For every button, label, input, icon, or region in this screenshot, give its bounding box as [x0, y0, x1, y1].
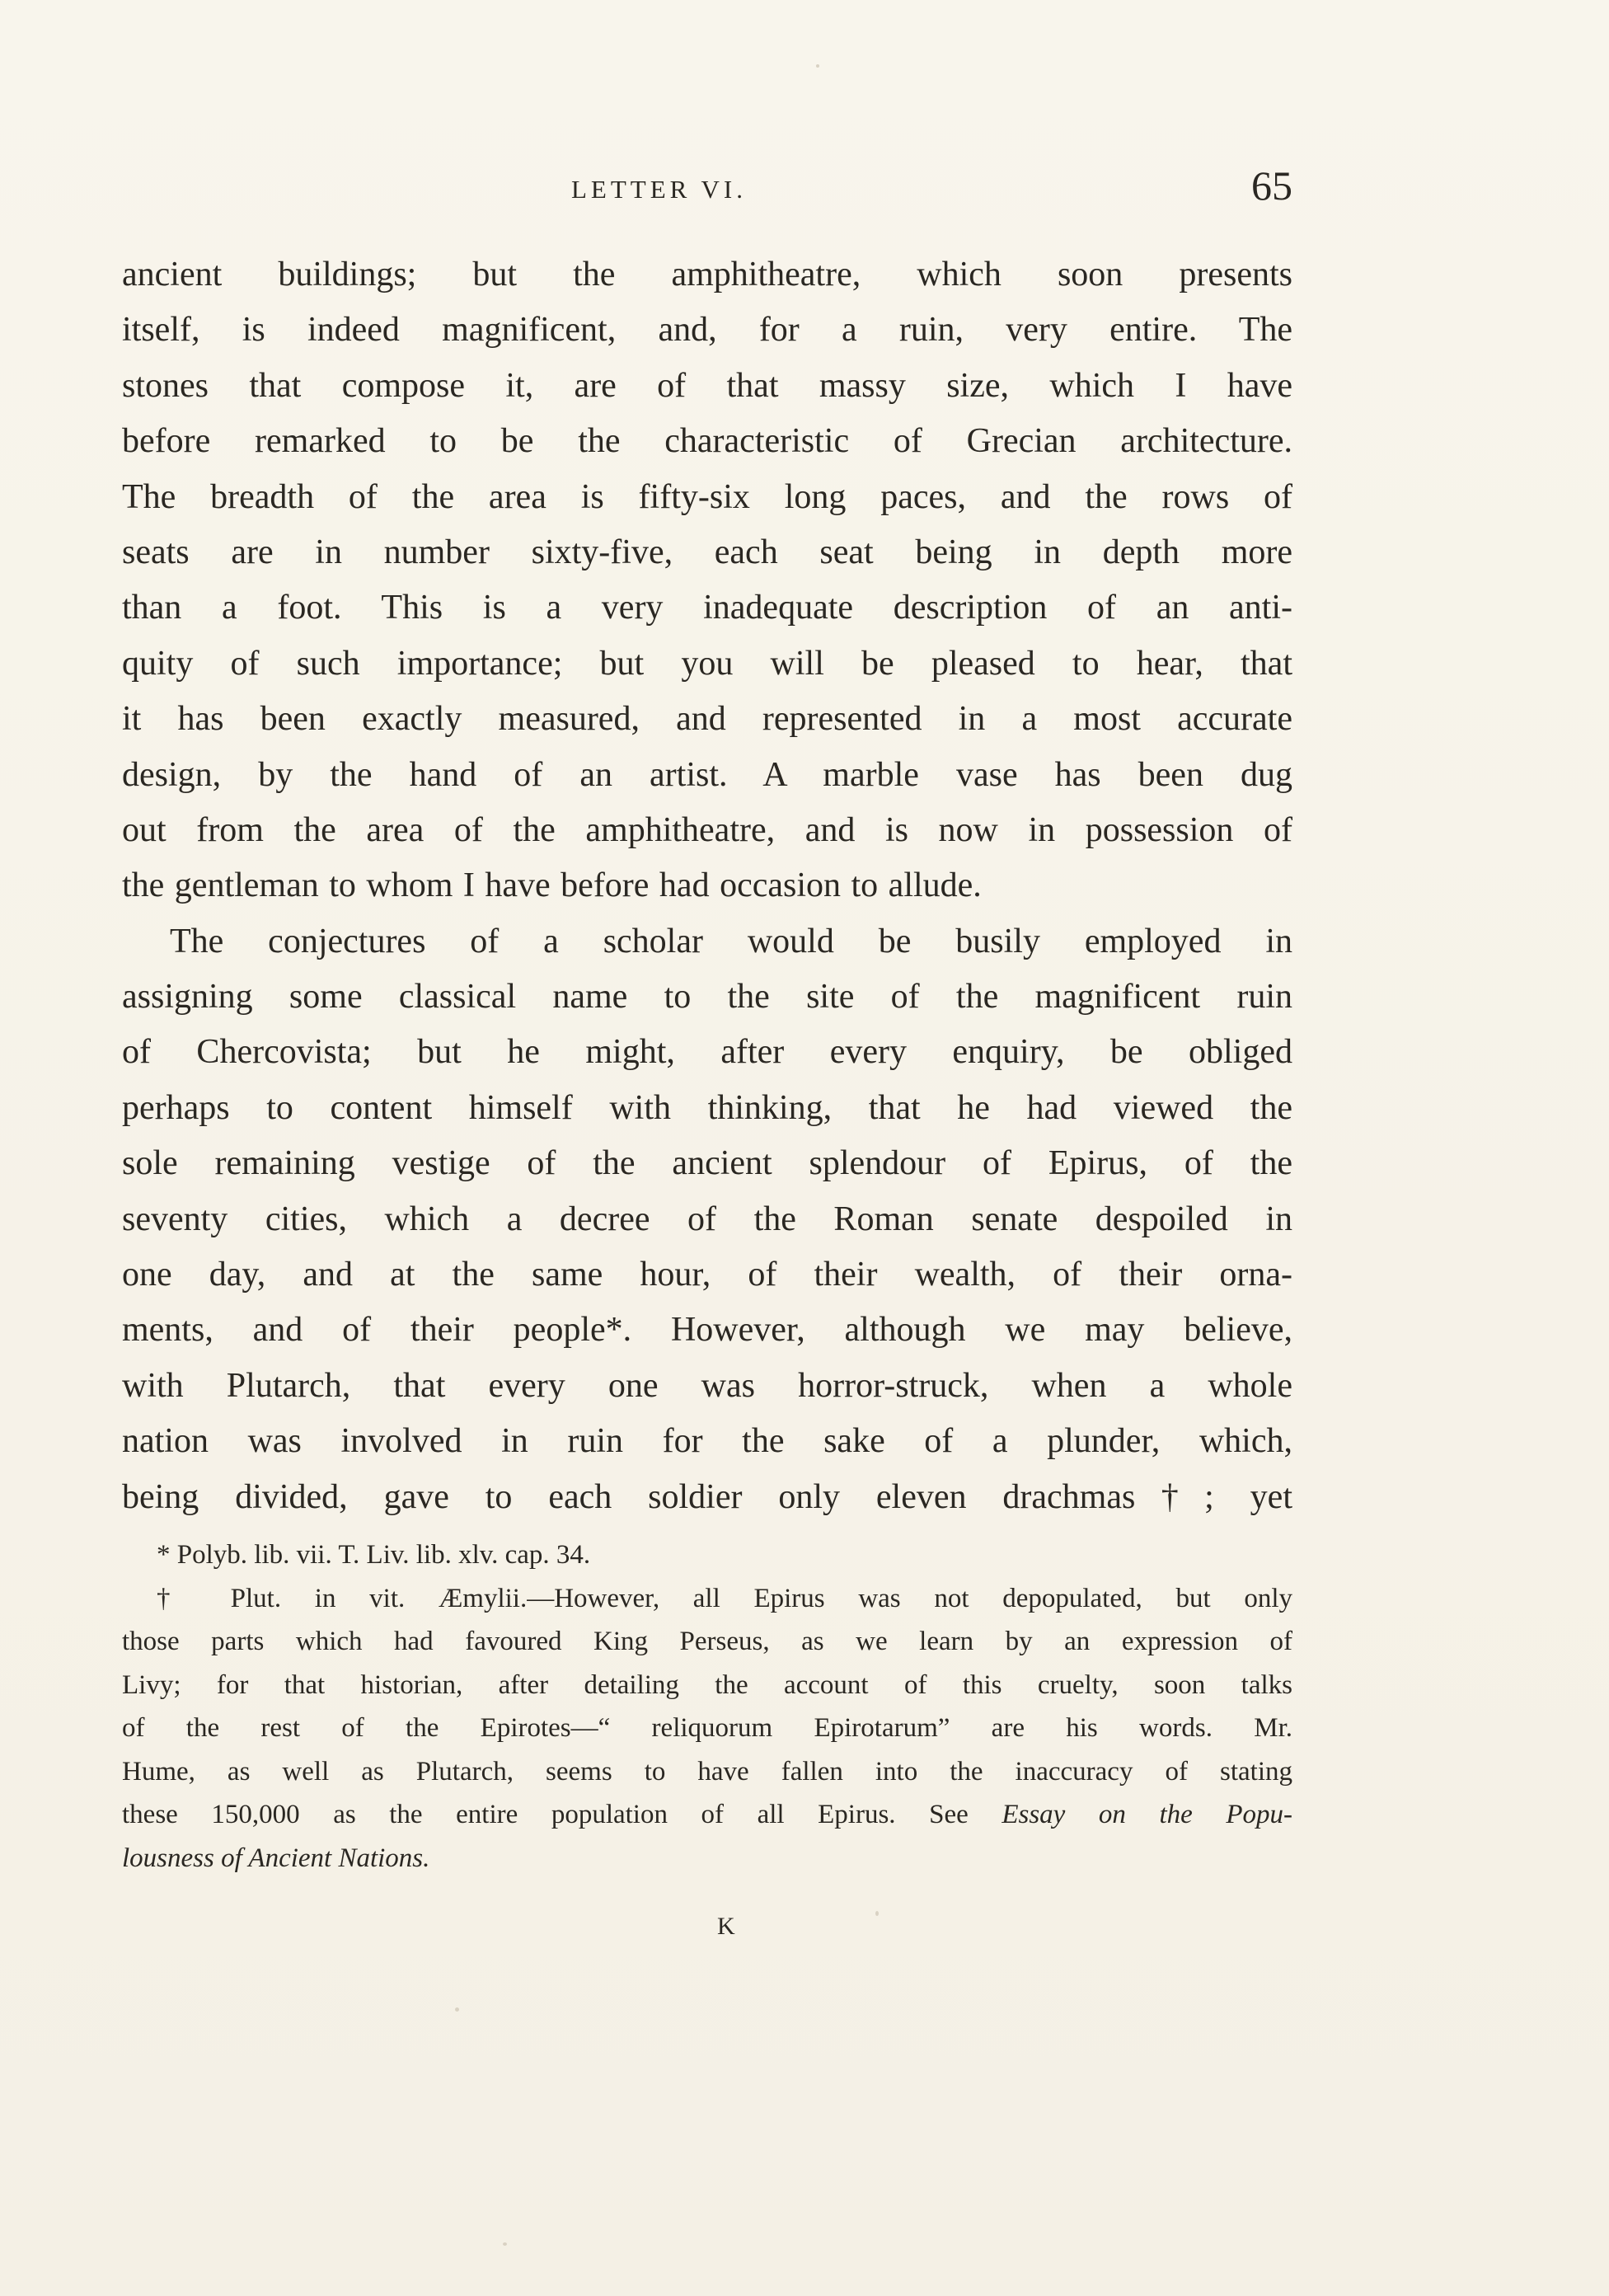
paper-speck — [455, 2007, 459, 2012]
footnote-line: those parts which had favoured King Perseus, as we learn by an expression of — [122, 1627, 1292, 1656]
signature-mark: K — [717, 1913, 737, 1940]
text-line: before remarked to be the characteristic of Grecian architecture. — [122, 422, 1292, 461]
text-line: than a foot. This is a very inadequate description of an anti- — [122, 589, 1292, 627]
page-number: 65 — [1251, 162, 1292, 209]
body-text — [122, 247, 1292, 1525]
paper-speck — [875, 1911, 879, 1916]
text-line: stones that compose it, are of that massy size, which I have — [122, 366, 1292, 405]
footnote-line: Livy; for that historian, after detailing the account of this cruelty, soon talks — [122, 1669, 1292, 1700]
footnote-line — [122, 1793, 1292, 1837]
text-line: The breadth of the area is fifty-six long paces, and the rows of — [122, 477, 1292, 516]
text-line: assigning some classical name to the site of the magnificent ruin — [122, 978, 1292, 1017]
footnote-line: † Plut. in vit. Æmylii.—However, all Epirus was not depopulated, but only — [157, 1583, 1292, 1613]
text-line: it has been exactly measured, and represented in a most accurate — [122, 700, 1292, 739]
page-header — [122, 162, 1292, 219]
footnote-title-italic: lousness of Ancient Nations. — [122, 1843, 430, 1873]
text-line: nation was involved in ruin for the sake of a plunder, which, — [122, 1422, 1292, 1461]
footnote-line-text: these 150,000 as the entire population of all Epirus. See — [122, 1800, 969, 1829]
text-line: ments, and of their people*. However, although we may believe, — [122, 1311, 1292, 1350]
text-line: sole remaining vestige of the ancient splendour of Epirus, of the — [122, 1144, 1292, 1183]
text-line: seats are in number sixty-five, each seat being in depth more — [122, 533, 1292, 571]
footnote-line — [122, 1837, 1292, 1880]
text-line: seventy cities, which a decree of the Roman senate despoiled in — [122, 1200, 1292, 1238]
footnote-line: of the rest of the Epirotes—“ reliquorum Epirotarum” are his words. Mr. — [122, 1713, 1292, 1743]
text-line: one day, and at the same hour, of their wealth, of their orna- — [122, 1256, 1292, 1294]
footnote-line: * Polyb. lib. vii. T. Liv. lib. xlv. cap. 34. — [157, 1540, 591, 1570]
text-line: perhaps to content himself with thinking, that he had viewed the — [122, 1088, 1292, 1127]
footnote-title-italic: Essay on the Popu- — [1002, 1800, 1292, 1829]
paper-speck — [503, 2242, 507, 2246]
paper-speck — [816, 64, 819, 68]
footnotes — [122, 1533, 1292, 1880]
text-line: out from the area of the amphitheatre, and is now in possession of — [122, 810, 1292, 849]
footnote-line: Hume, as well as Plutarch, seems to have fallen into the inaccuracy of stating — [122, 1756, 1292, 1787]
text-line: being divided, gave to each soldier only eleven drachmas†; yet — [122, 1477, 1292, 1516]
text-line: of Chercovista; but he might, after every enquiry, be obliged — [122, 1033, 1292, 1072]
text-line: the gentleman to whom I have before had occasion to allude. — [122, 866, 982, 905]
text-line: with Plutarch, that every one was horror-struck, when a whole — [122, 1366, 1292, 1405]
text-line: quity of such importance; but you will be pleased to hear, that — [122, 644, 1292, 683]
paragraph-start-line: The conjectures of a scholar would be busily employed in — [170, 922, 1292, 960]
text-line: itself, is indeed magnificent, and, for a ruin, very entire. The — [122, 311, 1292, 350]
running-head: LETTER VI. — [571, 175, 748, 204]
text-line: design, by the hand of an artist. A marble vase has been dug — [122, 755, 1292, 794]
text-line: ancient buildings; but the amphitheatre, which soon presents — [122, 256, 1292, 293]
